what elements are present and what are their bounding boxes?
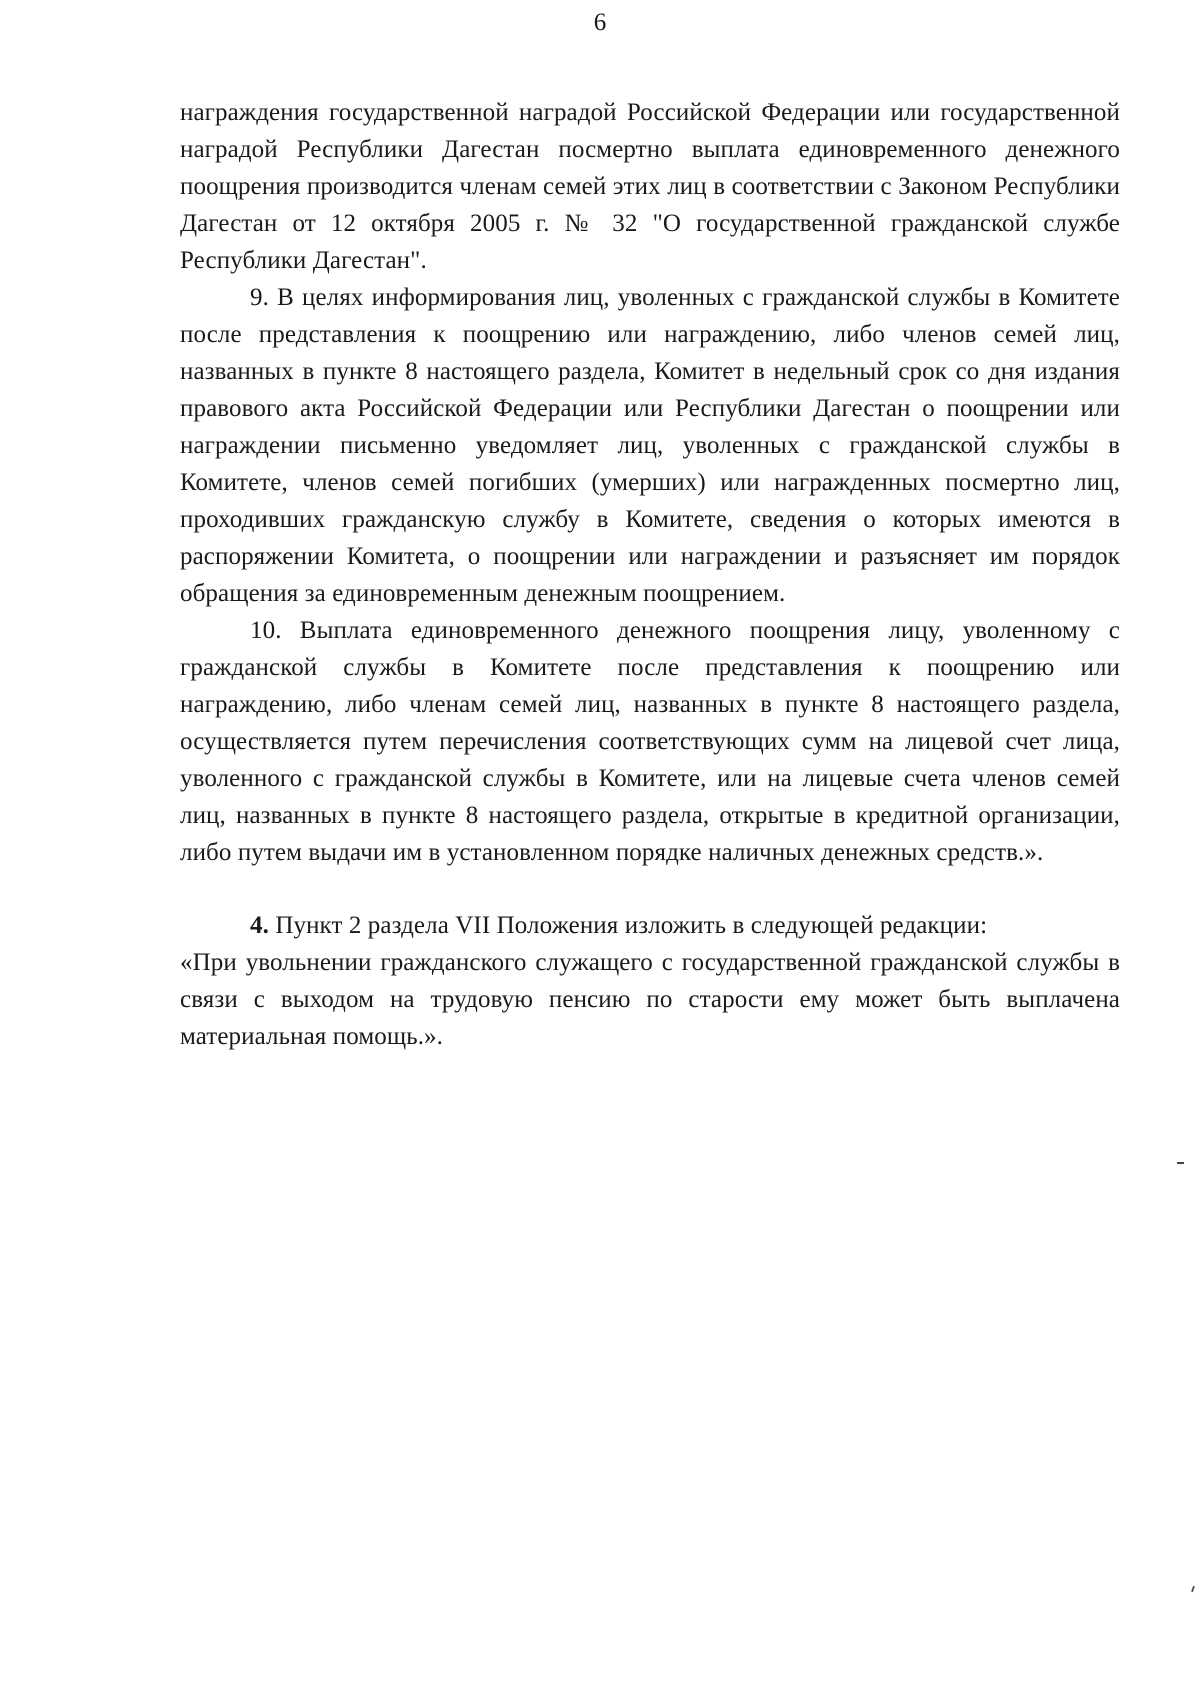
paragraph-item-10: 10. Выплата единовременного денежного поощрения лицу, уволенному с гражданской службы в Комитете после представления к поощрению или награждению, либо членам семей лиц, названных в пункте 8 настоящего раздела, осуществляется путем перечисления соответствующих сумм на лицевой счет лица, уволенного с гражданской службы в Комитете, или на лицевые счета членов семей лиц, названных в пункте 8 настоящего раздела, открытые в кредитной организации, либо путем выдачи им в установленном порядке наличных денежных средств.». bbox=[180, 617, 1120, 866]
scan-artifact-mark bbox=[1177, 1162, 1184, 1164]
paragraph-spacer bbox=[180, 871, 1120, 907]
page-number: 6 bbox=[593, 9, 607, 36]
scan-artifact-mark bbox=[1191, 1586, 1195, 1592]
item-4-number: 4. bbox=[250, 912, 269, 939]
item-4-text: «При увольнении гражданского служащего с государственной гражданской службы в связи с выходом на трудовую пенсию по старости ему может быть выплачена материальная помощь.». bbox=[180, 949, 1120, 1050]
item-4-heading-text: Пункт 2 раздела VII Положения изложить в следующей редакции: bbox=[275, 912, 988, 939]
paragraph-continuation: награждения государственной наградой Российской Федерации или государственной наградой Республики Дагестан посмертно выплата единовременного денежного поощрения производится членам семей этих лиц в соответствии с Законом Республики Дагестан от 12 октября 2005 г. № 32 "О государственной гражданской службе Республики Дагестан". bbox=[180, 99, 1120, 274]
document-body bbox=[180, 94, 1120, 1055]
paragraph-item-9: 9. В целях информирования лиц, уволенных с гражданской службы в Комитете после представления к поощрению или награждению, либо членов семей лиц, названных в пункте 8 настоящего раздела, Комитет в недельный срок со дня издания правового акта Российской Федерации или Республики Дагестан о поощрении или награждении письменно уведомляет лиц, уволенных с гражданской службы в Комитете, членов семей погибших (умерших) или награжденных посмертно лиц, проходивших гражданскую службу в Комитете, сведения о которых имеются в распоряжении Комитета, о поощрении или награждении и разъясняет им порядок обращения за единовременным денежным поощрением. bbox=[180, 284, 1120, 607]
item-4-heading bbox=[180, 907, 1120, 944]
